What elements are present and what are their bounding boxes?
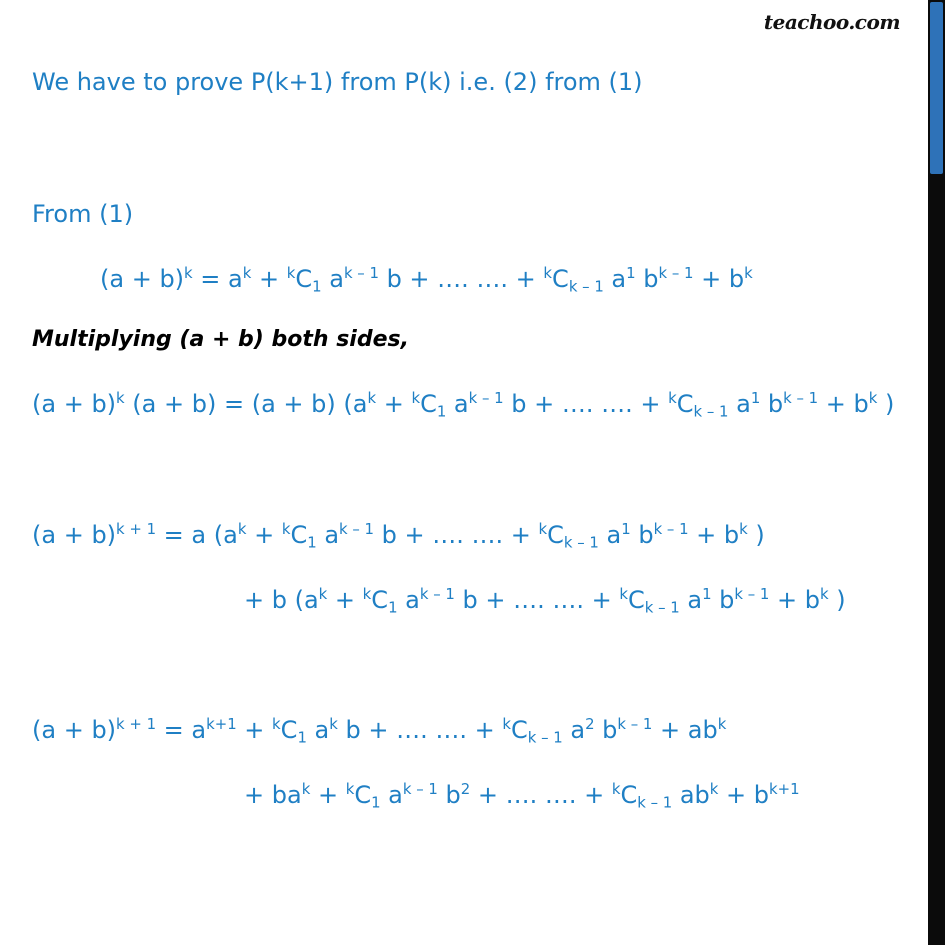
multiplying-heading: Multiplying (a + b) both sides, — [32, 327, 409, 352]
equation-3-line-2: + b ($a^k + ^kC_1$ $a^{k - 1}$ b + …. …. + $^kC_{k - 1}$ $a^1$ $b^{k - 1} + b^k$ ) — [244, 584, 846, 617]
equation-2: $(a + b)^k$ (a + b) = (a + b) ($a^k + ^kC_1$ $a^{k - 1}$ b + …. …. + $^kC_{k - 1}$ $a^1$ $b^{k - 1} + b^k$ ) — [32, 388, 895, 421]
from-1-label: From (1) — [32, 200, 134, 228]
intro-text: We have to prove P(k+1) from P(k) i.e. (2) from (1) — [32, 68, 643, 96]
equation-3-line-1: $(a + b)^{k + 1} = a$ ($a^k + ^kC_1$ $a^{k - 1}$ b + …. …. + $^kC_{k - 1}$ $a^1$ $b^{k - 1} + b^k$ ) — [32, 519, 765, 552]
equation-4-line-2: + $ba^k + ^kC_1$ $a^{k - 1}$ $b^2$ + …. …. + $^kC_{k - 1}$ $ab^k + b^{k+1}$ — [244, 779, 800, 812]
equation-1: $(a + b)^k = a^k + ^kC_1$ $a^{k - 1}$ b + …. …. + $^kC_{k - 1}$ $a^1$ $b^{k - 1} + b^k$ — [100, 263, 753, 296]
vertical-scrollbar[interactable] — [928, 0, 945, 945]
teachoo-logo: teachoo.com — [763, 10, 900, 34]
equation-4-line-1: $(a + b)^{k + 1} = a^{k+1} + ^kC_1$ $a^k$ b + …. …. + $^kC_{k - 1}$ $a^2$ $b^{k - 1} + ab^k$ — [32, 714, 727, 747]
scrollbar-thumb[interactable] — [930, 2, 943, 174]
